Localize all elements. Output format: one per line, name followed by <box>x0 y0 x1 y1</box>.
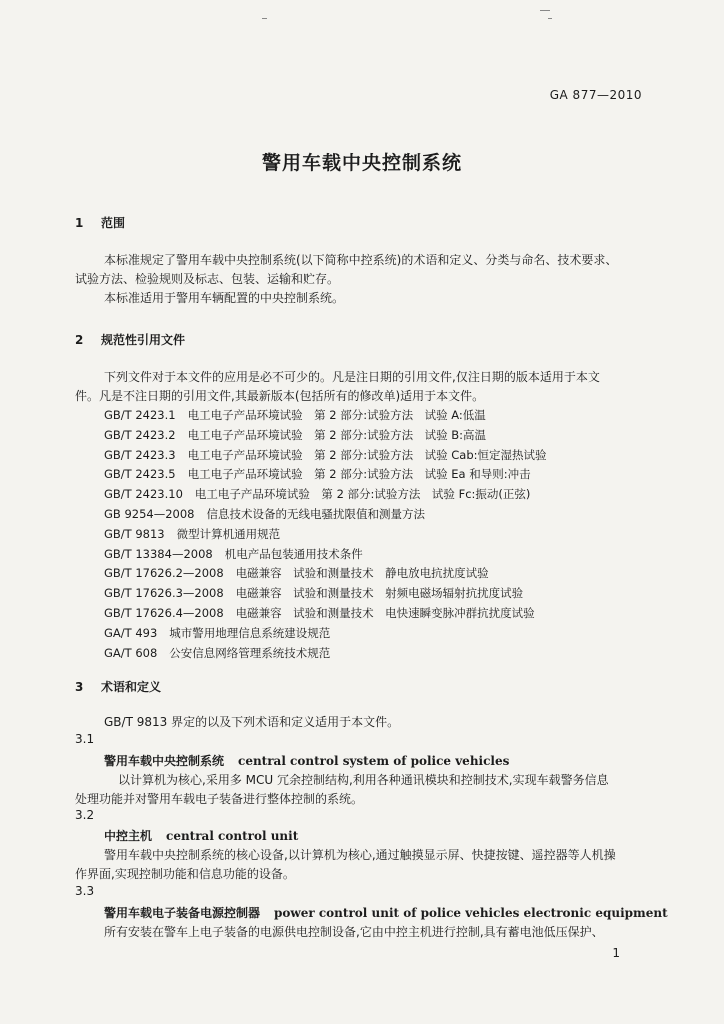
term-en: central control unit <box>166 829 299 843</box>
reference-item <box>104 605 535 621</box>
scan-speck <box>540 10 550 11</box>
reference-code: GB/T 17626.2—2008 <box>104 566 224 581</box>
reference-code: GB/T 2423.10 <box>104 487 183 502</box>
reference-title: 电工电子产品环境试验 第 2 部分:试验方法 试验 Fc:振动(正弦) <box>194 487 531 502</box>
reference-title: 电磁兼容 试验和测量技术 射频电磁场辐射抗扰度试验 <box>235 586 524 601</box>
reference-item <box>104 486 530 502</box>
section-number: 3 <box>75 680 84 694</box>
reference-title: 城市警用地理信息系统建设规范 <box>169 625 331 640</box>
reference-item <box>104 427 486 443</box>
reference-code: GB/T 13384—2008 <box>104 546 213 561</box>
term-heading <box>104 752 509 769</box>
term-zh: 警用车载电子装备电源控制器 <box>104 906 261 920</box>
reference-code: GB 9254—2008 <box>104 507 195 521</box>
paragraph: 下列文件对于本文件的应用是必不可少的。凡是注日期的引用文件,仅注日期的版本适用于本文 <box>104 370 600 384</box>
reference-item <box>104 466 531 482</box>
reference-title: 公安信息网络管理系统技术规范 <box>169 645 331 660</box>
reference-code: GA/T 608 <box>104 645 158 660</box>
standard-number: GA 877—2010 <box>549 88 642 102</box>
section-title: 术语和定义 <box>101 680 162 694</box>
page-number: 1 <box>612 946 620 960</box>
reference-title: 机电产品包装通用技术条件 <box>224 546 363 561</box>
reference-code: GB/T 17626.3—2008 <box>104 586 224 601</box>
reference-code: GB/T 2423.5 <box>104 467 176 482</box>
reference-item <box>104 526 280 542</box>
reference-title: 信息技术设备的无线电骚扰限值和测量方法 <box>206 507 425 521</box>
term-heading <box>104 827 298 844</box>
term-definition: 警用车载中央控制系统的核心设备,以计算机为核心,通过触摸显示屏、快捷按键、遥控器等人机操 <box>104 848 616 862</box>
clause-number: 3.2 <box>75 808 95 822</box>
reference-item <box>104 506 425 522</box>
paragraph: 件。凡是不注日期的引用文件,其最新版本(包括所有的修改单)适用于本文件。 <box>75 389 485 403</box>
term-definition: 以计算机为核心,采用多 MCU 冗余控制结构,利用各种通讯模块和控制技术,实现车载警务信息 <box>118 773 609 787</box>
reference-item <box>104 585 523 601</box>
clause-number: 3.3 <box>75 884 95 898</box>
section-2-heading <box>75 331 185 348</box>
reference-title: 电磁兼容 试验和测量技术 静电放电抗扰度试验 <box>235 566 489 581</box>
paragraph: 试验方法、检验规则及标志、包装、运输和贮存。 <box>75 272 340 286</box>
reference-title: 电工电子产品环境试验 第 2 部分:试验方法 试验 Ea 和导则:冲击 <box>187 467 531 482</box>
scan-speck <box>548 18 552 19</box>
paragraph: 本标准规定了警用车载中央控制系统(以下简称中控系统)的术语和定义、分类与命名、技术要求、 <box>104 253 618 267</box>
section-1-heading <box>75 214 125 231</box>
term-definition: 处理功能并对警用车载电子装备进行整体控制的系统。 <box>75 792 364 806</box>
section-title: 规范性引用文件 <box>101 333 186 347</box>
paragraph: 本标准适用于警用车辆配置的中央控制系统。 <box>104 291 345 305</box>
scan-speck <box>262 18 267 19</box>
term-en: central control system of police vehicles <box>238 754 510 768</box>
document-title: 警用车载中央控制系统 <box>261 152 462 174</box>
reference-item <box>104 645 330 661</box>
section-title: 范围 <box>101 216 126 230</box>
reference-title: 电工电子产品环境试验 第 2 部分:试验方法 试验 B:高温 <box>187 427 487 442</box>
term-definition: 作界面,实现控制功能和信息功能的设备。 <box>75 867 295 881</box>
section-3-heading <box>75 678 161 695</box>
term-zh: 警用车载中央控制系统 <box>104 754 225 768</box>
term-zh: 中控主机 <box>104 829 153 843</box>
reference-title: 电工电子产品环境试验 第 2 部分:试验方法 试验 Cab:恒定湿热试验 <box>187 447 547 462</box>
term-heading <box>104 904 668 921</box>
reference-item <box>104 447 547 463</box>
reference-code: GB/T 2423.2 <box>104 427 176 442</box>
reference-item <box>104 565 489 581</box>
section-number: 1 <box>75 216 84 230</box>
reference-code: GB/T 17626.4—2008 <box>104 606 224 620</box>
reference-title: 电工电子产品环境试验 第 2 部分:试验方法 试验 A:低温 <box>187 408 486 422</box>
reference-code: GB/T 9813 <box>104 526 165 541</box>
term-en: power control unit of police vehicles electronic equipment <box>274 906 668 920</box>
reference-item <box>104 625 330 641</box>
paragraph: GB/T 9813 界定的以及下列术语和定义适用于本文件。 <box>104 715 400 729</box>
reference-title: 电磁兼容 试验和测量技术 电快速瞬变脉冲群抗扰度试验 <box>235 606 535 620</box>
reference-code: GB/T 2423.3 <box>104 447 176 462</box>
reference-item <box>104 407 486 423</box>
reference-code: GB/T 2423.1 <box>104 408 176 422</box>
clause-number: 3.1 <box>75 732 95 746</box>
reference-title: 微型计算机通用规范 <box>176 526 281 541</box>
term-definition: 所有安装在警车上电子装备的电源供电控制设备,它由中控主机进行控制,具有蓄电池低压保护、 <box>104 925 604 939</box>
reference-code: GA/T 493 <box>104 625 158 640</box>
reference-item <box>104 546 363 562</box>
section-number: 2 <box>75 333 84 347</box>
